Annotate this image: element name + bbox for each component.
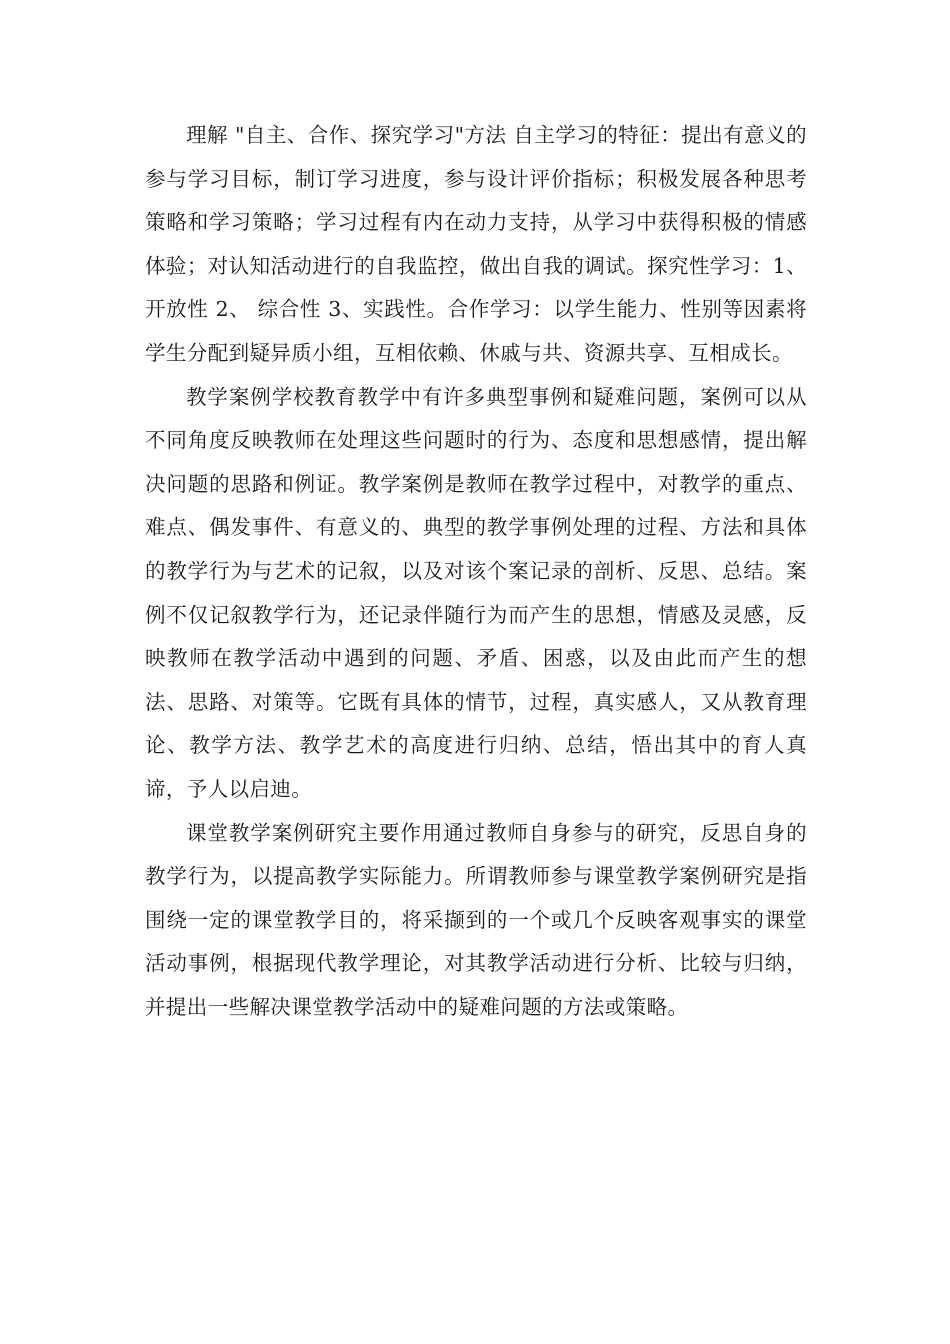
document-body [145, 114, 807, 1029]
paragraph-teaching-case: 教学案例学校教育教学中有许多典型事例和疑难问题，案例可以从不同角度反映教师在处理这些问题时的行为、态度和思想感情，提出解决问题的思路和例证。教学案例是教师在教学过程中，对教学的重点、难点、偶发事件、有意义的、典型的教学事例处理的过程、方法和具体的教学行为与艺术的记叙，以及对该个案记录的剖析、反思、总结。案例不仅记叙教学行为，还记录伴随行为而产生的思想，情感及灵感，反映教师在教学活动中遇到的问题、矛盾、困惑，以及由此而产生的想法、思路、对策等。它既有具体的情节，过程，真实感人，又从教育理论、教学方法、教学艺术的高度进行归纳、总结，悟出其中的育人真谛，予人以启迪。 [145, 384, 807, 801]
paragraph-autonomous-learning: 理解 "自主、合作、探究学习"方法 自主学习的特征：提出有意义的参与学习目标，制订学习进度，参与设计评价指标；积极发展各种思考策略和学习策略；学习过程有内在动力支持，从学习中获得积极的情感体验；对认知活动进行的自我监控，做出自我的调试。探究性学习：1、开放性 2、 综合性 3、实践性。合作学习：以学生能力、性别等因素将学生分配到疑异质小组，互相依赖、休戚与共、资源共享、互相成长。 [145, 123, 807, 365]
paragraph-case-research: 课堂教学案例研究主要作用通过教师自身参与的研究，反思自身的教学行为，以提高教学实际能力。所谓教师参与课堂教学案例研究是指围绕一定的课堂教学目的，将采撷到的一个或几个反映客观事实的课堂活动事例，根据现代教学理论，对其教学活动进行分析、比较与归纳，并提出一些解决课堂教学活动中的疑难问题的方法或策略。 [145, 820, 807, 1019]
